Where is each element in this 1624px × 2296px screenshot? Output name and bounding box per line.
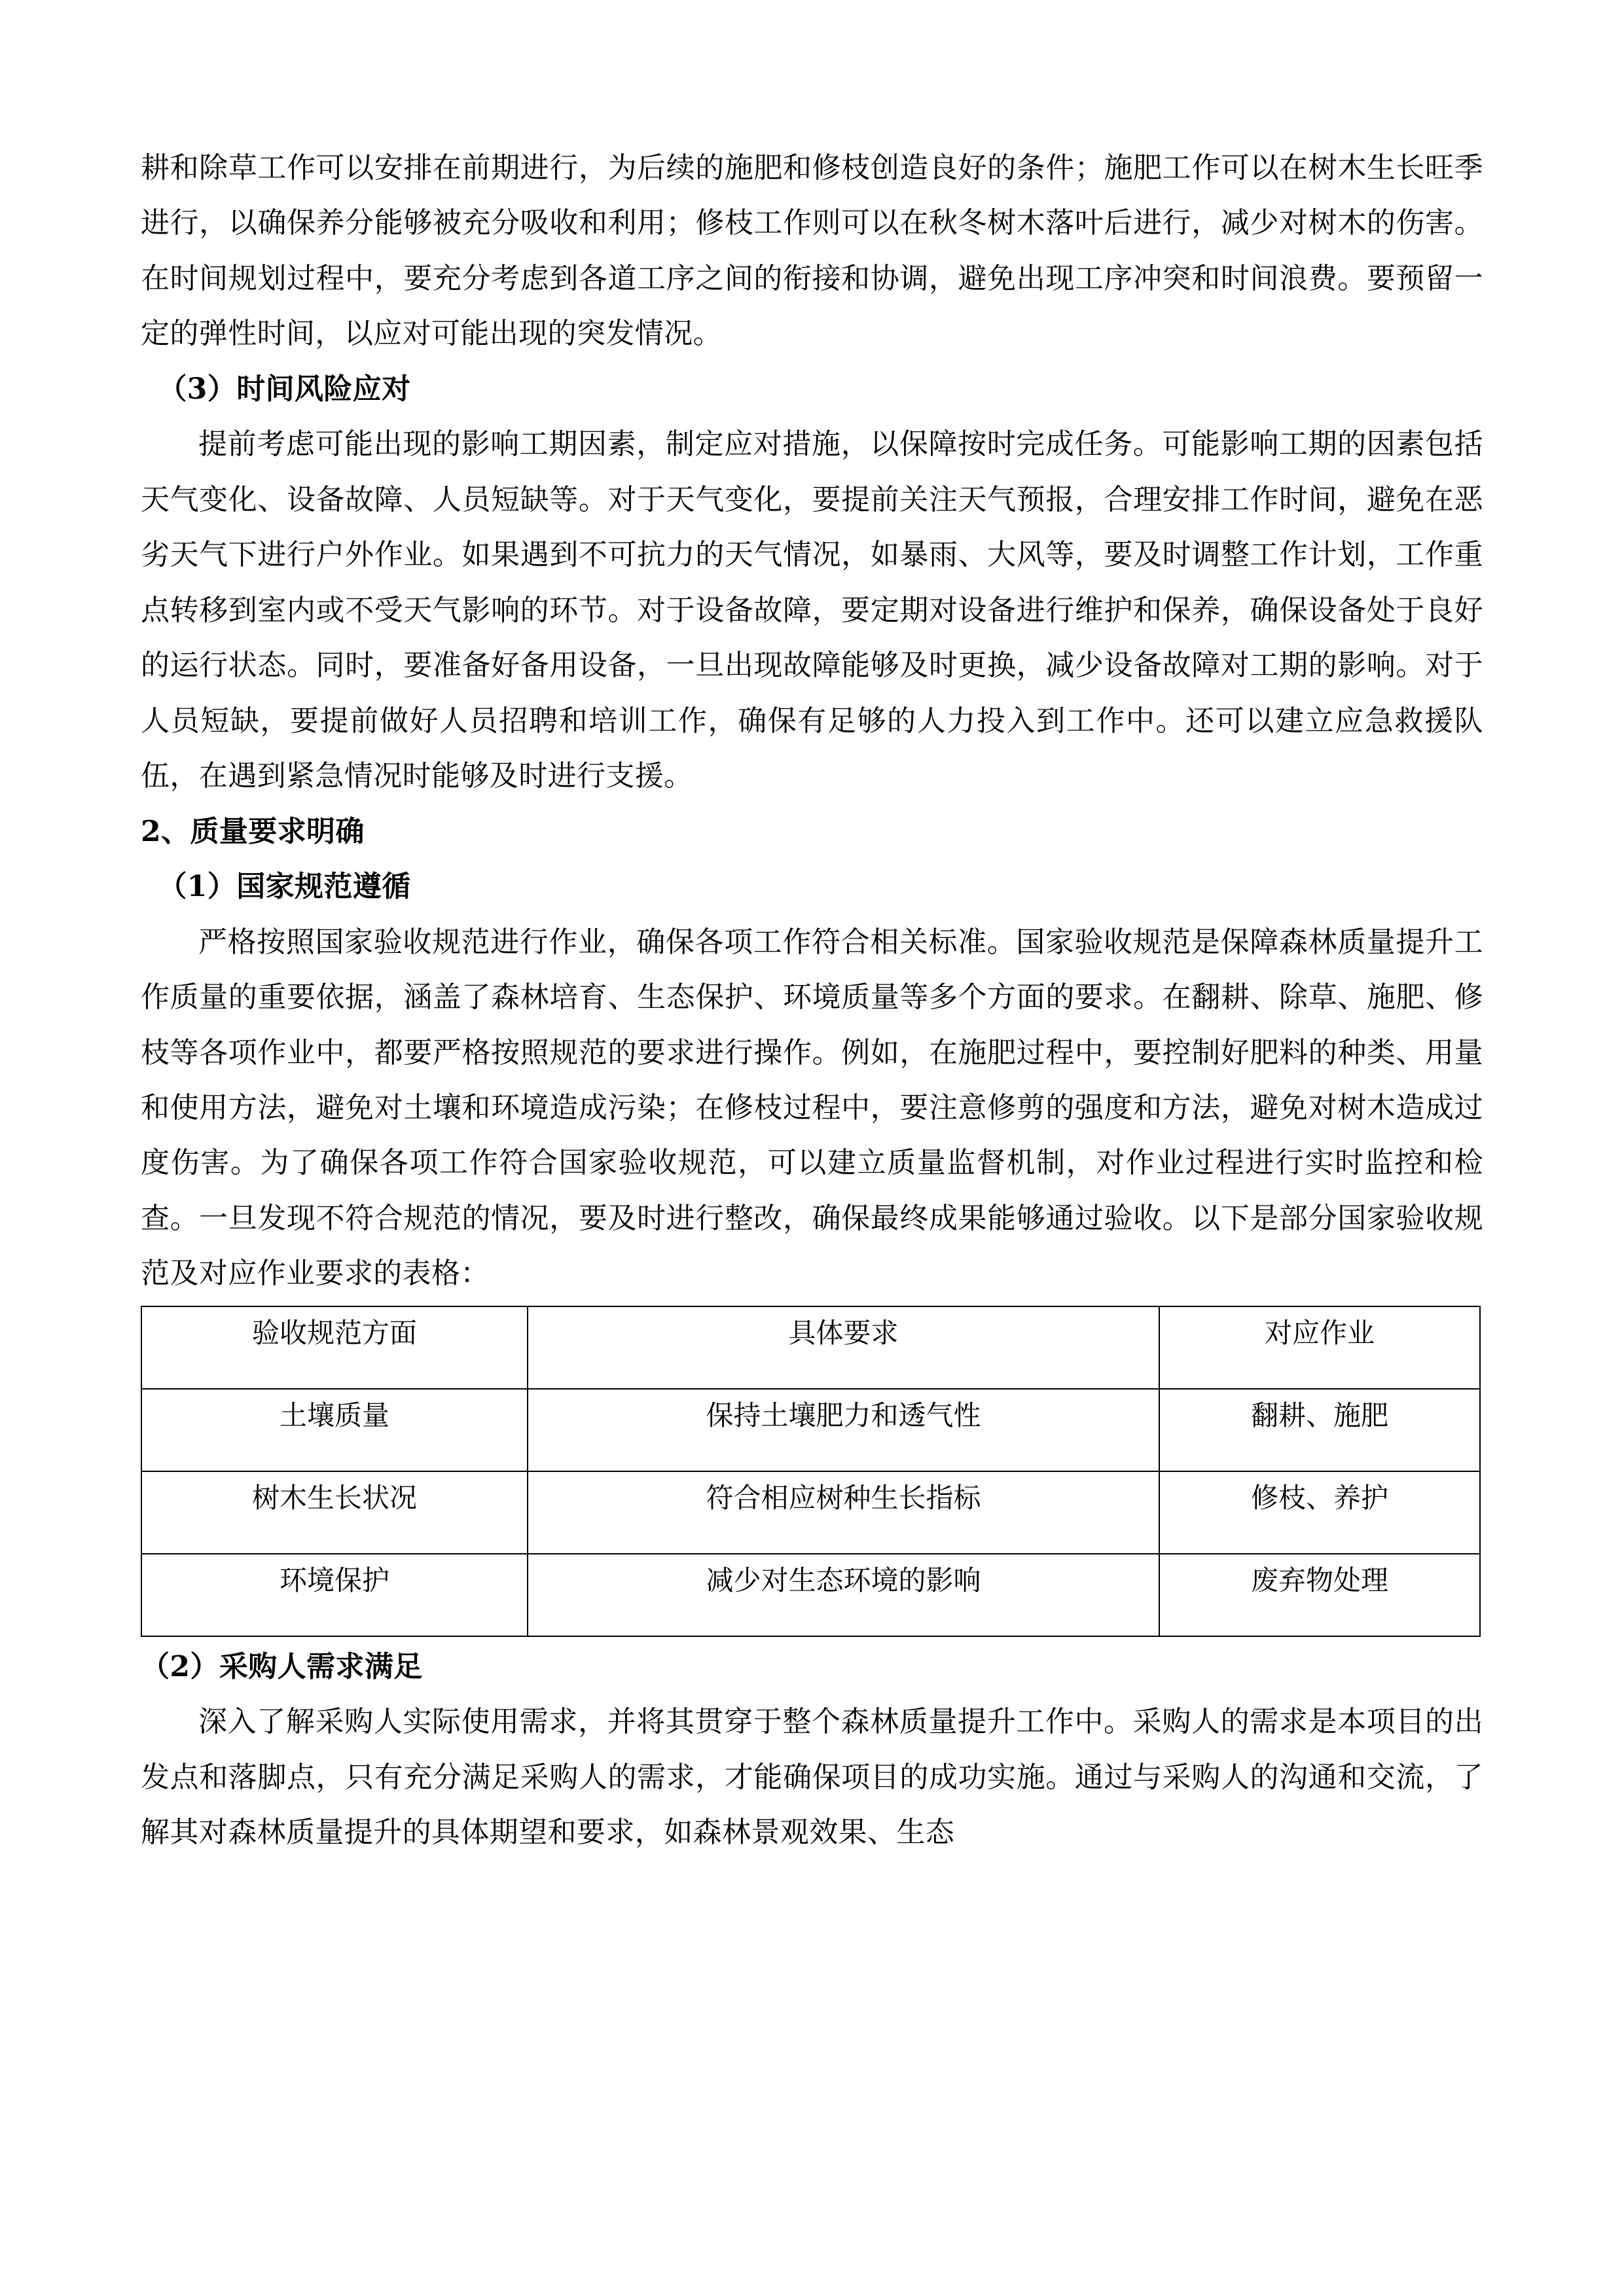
heading-time-risk-response: （3）时间风险应对 bbox=[158, 372, 411, 406]
table-row bbox=[141, 1389, 1480, 1471]
heading-quality-requirements: 2、质量要求明确 bbox=[141, 814, 365, 848]
table-cell-operation: 修枝、养护 bbox=[1159, 1471, 1480, 1554]
table-cell-requirement: 减少对生态环境的影响 bbox=[528, 1554, 1159, 1636]
paragraph-time-risk-response: 提前考虑可能出现的影响工期因素，制定应对措施，以保障按时完成任务。可能影响工期的因素包括天气变化、设备故障、人员短缺等。对于天气变化，要提前关注天气预报，合理安排工作时间，避免在恶劣天气下进行户外作业。如果遇到不可抗力的天气情况，如暴雨、大风等，要及时调整工作计划，工作重点转移到室内或不受天气影响的环节。对于设备故障，要定期对设备进行维护和保养，确保设备处于良好的运行状态。同时，要准备好备用设备，一旦出现故障能够及时更换，减少设备故障对工期的影响。对于人员短缺，要提前做好人员招聘和培训工作，确保有足够的人力投入到工作中。还可以建立应急救援队伍，在遇到紧急情况时能够及时进行支援。 bbox=[141, 427, 1483, 793]
table-header-cell-operation: 对应作业 bbox=[1159, 1306, 1480, 1389]
acceptance-specification-table bbox=[141, 1306, 1481, 1637]
table-header-row bbox=[141, 1306, 1480, 1389]
table-cell-requirement: 符合相应树种生长指标 bbox=[528, 1471, 1159, 1554]
paragraph-national-specification: 严格按照国家验收规范进行作业，确保各项工作符合相关标准。国家验收规范是保障森林质量提升工作质量的重要依据，涵盖了森林培育、生态保护、环境质量等多个方面的要求。在翻耕、除草、施肥、修枝等各项作业中，都要严格按照规范的要求进行操作。例如，在施肥过程中，要控制好肥料的种类、用量和使用方法，避免对土壤和环境造成污染；在修枝过程中，要注意修剪的强度和方法，避免对树木造成过度伤害。为了确保各项工作符合国家验收规范，可以建立质量监督机制，对作业过程进行实时监控和检查。一旦发现不符合规范的情况，要及时进行整改，确保最终成果能够通过验收。以下是部分国家验收规范及对应作业要求的表格： bbox=[141, 925, 1483, 1291]
table-row bbox=[141, 1471, 1480, 1554]
table-cell-aspect: 环境保护 bbox=[141, 1554, 528, 1636]
table-cell-requirement: 保持土壤肥力和透气性 bbox=[528, 1389, 1159, 1471]
table-row bbox=[141, 1554, 1480, 1636]
table-header-cell-aspect: 验收规范方面 bbox=[141, 1306, 528, 1389]
paragraph-buyer-needs-satisfaction: 深入了解采购人实际使用需求，并将其贯穿于整个森林质量提升工作中。采购人的需求是本项目的出发点和落脚点，只有充分满足采购人的需求，才能确保项目的成功实施。通过与采购人的沟通和交流，了解其对森林质量提升的具体期望和要求，如森林景观效果、生态 bbox=[141, 1705, 1483, 1850]
table-cell-operation: 翻耕、施肥 bbox=[1159, 1389, 1480, 1471]
table-cell-aspect: 树木生长状况 bbox=[141, 1471, 528, 1554]
table-cell-operation: 废弃物处理 bbox=[1159, 1554, 1480, 1636]
paragraph-continuation: 耕和除草工作可以安排在前期进行，为后续的施肥和修枝创造良好的条件；施肥工作可以在树木生长旺季进行，以确保养分能够被充分吸收和利用；修枝工作则可以在秋冬树木落叶后进行，减少对树木的伤害。在时间规划过程中，要充分考虑到各道工序之间的衔接和协调，避免出现工序冲突和时间浪费。要预留一定的弹性时间，以应对可能出现的突发情况。 bbox=[141, 151, 1483, 351]
table-cell-aspect: 土壤质量 bbox=[141, 1389, 528, 1471]
heading-buyer-needs-satisfaction: （2）采购人需求满足 bbox=[141, 1649, 423, 1683]
heading-national-specification: （1）国家规范遵循 bbox=[158, 870, 411, 904]
table-header-cell-requirement: 具体要求 bbox=[528, 1306, 1159, 1389]
spec-table-wrapper bbox=[141, 1306, 1483, 1637]
